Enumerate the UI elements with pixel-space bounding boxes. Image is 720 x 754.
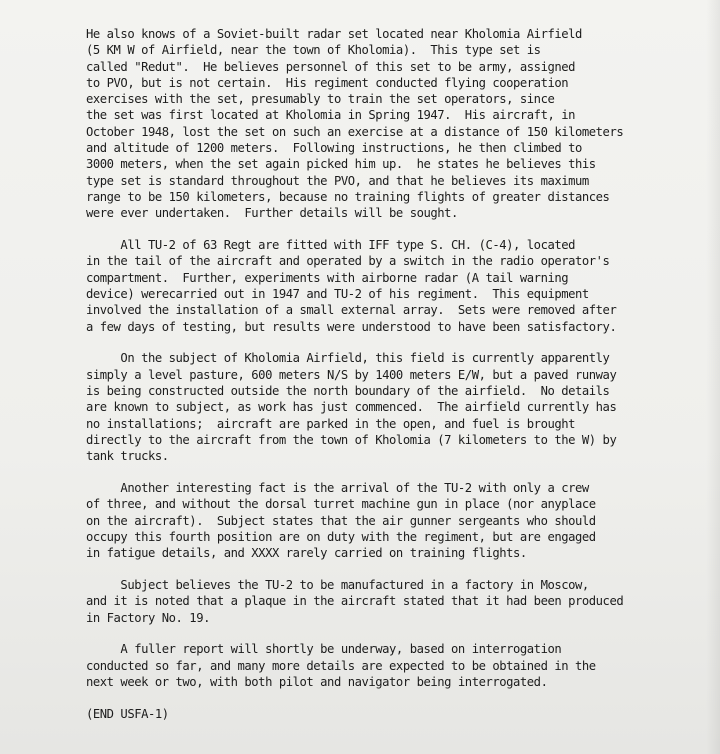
- text-line: in the tail of the aircraft and operated by a switch in the radio operator's: [86, 254, 610, 269]
- text-line: October 1948, lost the set on such an exercise at a distance of 150 kilometers: [86, 124, 624, 139]
- paragraph-spacer: [86, 626, 686, 642]
- text-line: a few days of testing, but results were understood to have been satisfactory.: [86, 319, 617, 334]
- paragraph-spacer: [86, 335, 686, 351]
- text-line: device) werecarried out in 1947 and TU-2 of his regiment. This equipment: [86, 286, 589, 301]
- text-line: A fuller report will shortly be underway, based on interrogation: [86, 642, 562, 657]
- text-line: called "Redut". He believes personnel of this set to be army, assigned: [86, 59, 576, 74]
- text-line: to PVO, but is not certain. His regiment conducted flying cooperation: [86, 75, 569, 90]
- text-line: On the subject of Kholomia Airfield, this field is currently apparently: [86, 351, 610, 366]
- text-line: (5 KM W of Airfield, near the town of Kholomia). This type set is: [86, 43, 541, 58]
- text-line: in fatigue details, and XXXX rarely carried on training flights.: [86, 546, 527, 561]
- text-line: simply a level pasture, 600 meters N/S by 1400 meters E/W, but a paved runway: [86, 367, 617, 382]
- text-line: tank trucks.: [86, 449, 169, 464]
- paragraph-spacer: [86, 222, 686, 238]
- text-line: and altitude of 1200 meters. Following instructions, he then climbed to: [86, 141, 582, 156]
- text-line: Another interesting fact is the arrival of the TU-2 with only a crew: [86, 480, 589, 495]
- page-edge-shadow: [706, 0, 720, 754]
- text-line: involved the installation of a small external array. Sets were removed after: [86, 303, 617, 318]
- text-line: and it is noted that a plaque in the aircraft stated that it had been produced: [86, 594, 624, 609]
- paragraph-factory: [86, 577, 686, 626]
- text-line: of three, and without the dorsal turret machine gun in place (nor anyplace: [86, 497, 596, 512]
- text-line: in Factory No. 19.: [86, 610, 210, 625]
- text-line: range to be 150 kilometers, because no training flights of greater distances: [86, 189, 610, 204]
- text-line: He also knows of a Soviet-built radar set located near Kholomia Airfield: [86, 27, 582, 41]
- text-line: conducted so far, and many more details are expected to be obtained in the: [86, 658, 596, 673]
- text-line: All TU-2 of 63 Regt are fitted with IFF type S. CH. (C-4), located: [86, 238, 576, 253]
- text-line: compartment. Further, experiments with airborne radar (A tail warning: [86, 270, 569, 285]
- paragraph-spacer: [86, 464, 686, 480]
- text-line: 3000 meters, when the set again picked him up. he states he believes this: [86, 157, 596, 172]
- text-line: were ever undertaken. Further details will be sought.: [86, 206, 458, 221]
- document-body: [86, 26, 686, 722]
- text-line: is being constructed outside the north boundary of the airfield. No details: [86, 383, 610, 398]
- end-mark: (END USFA-1): [86, 706, 169, 721]
- text-line: are known to subject, as work has just commenced. The airfield currently has: [86, 400, 617, 415]
- paragraph-fuller-report: [86, 641, 686, 690]
- paragraph-kholomia-airfield: [86, 350, 686, 464]
- paragraph-radar-set: [86, 26, 686, 222]
- text-line: no installations; aircraft are parked in the open, and fuel is brought: [86, 416, 576, 431]
- paragraph-spacer: [86, 561, 686, 577]
- text-line: on the aircraft). Subject states that the air gunner sergeants who should: [86, 513, 596, 528]
- text-line: exercises with the set, presumably to train the set operators, since: [86, 92, 555, 107]
- text-line: type set is standard throughout the PVO, and that he believes its maximum: [86, 173, 589, 188]
- text-line: next week or two, with both pilot and navigator being interrogated.: [86, 674, 548, 689]
- paragraph-iff-equipment: [86, 237, 686, 335]
- text-line: directly to the aircraft from the town of Kholomia (7 kilometers to the W) by: [86, 432, 617, 447]
- text-line: the set was first located at Kholomia in Spring 1947. His aircraft, in: [86, 108, 576, 123]
- paragraph-spacer: [86, 690, 686, 706]
- text-line: Subject believes the TU-2 to be manufactured in a factory in Moscow,: [86, 577, 589, 592]
- text-line: occupy this fourth position are on duty with the regiment, but are engaged: [86, 529, 596, 544]
- paragraph-crew-of-three: [86, 480, 686, 561]
